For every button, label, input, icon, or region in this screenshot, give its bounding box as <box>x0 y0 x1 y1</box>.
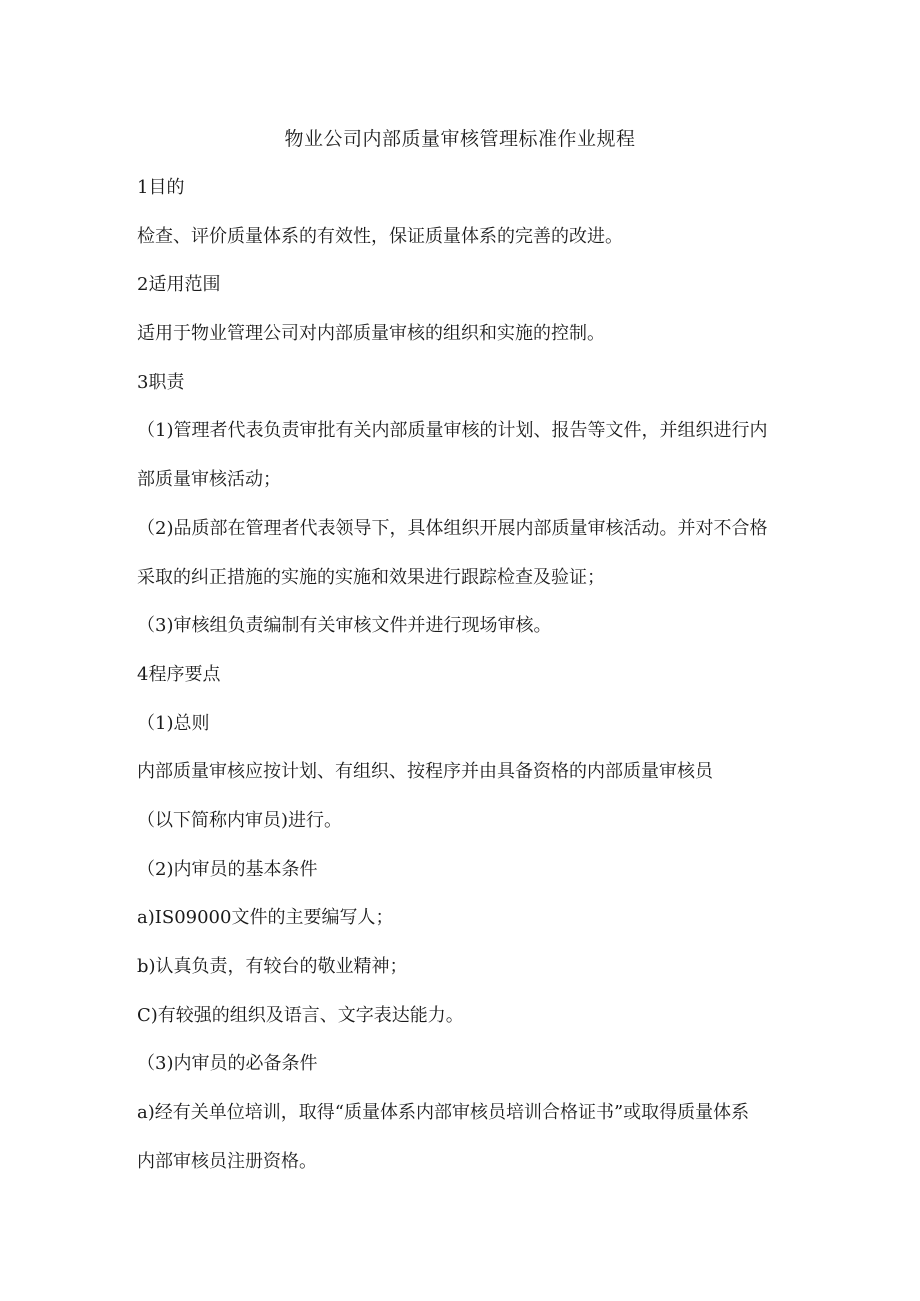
paragraph: 内部审核员注册资格。 <box>137 1150 317 1172</box>
section-heading-responsibilities: 3职责 <box>137 371 185 393</box>
document-title: 物业公司内部质量审核管理标准作业规程 <box>284 128 636 150</box>
paragraph: （3)审核组负责编制有关审核文件并进行现场审核。 <box>137 615 552 637</box>
section-heading-procedure: 4程序要点 <box>137 663 221 685</box>
subheading: （2)内审员的基本条件 <box>137 858 318 880</box>
paragraph: （2)品质部在管理者代表领导下，具体组织开展内部质量审核活动。并对不合格 <box>137 517 768 539</box>
list-item: a)IS09000文件的主要编写人； <box>137 907 394 929</box>
section-heading-scope: 2适用范围 <box>137 274 221 296</box>
document-body <box>137 176 797 1198</box>
list-item: a)经有关单位培训，取得“质量体系内部审核员培训合格证书”或取得质量体系 <box>137 1102 750 1124</box>
paragraph: 适用于物业管理公司对内部质量审核的组织和实施的控制。 <box>137 323 605 345</box>
paragraph: 检查、评价质量体系的有效性，保证质量体系的完善的改进。 <box>137 225 623 247</box>
list-item: C)有较强的组织及语言、文字表达能力。 <box>137 1004 464 1026</box>
paragraph: 采取的纠正措施的实施的实施和效果进行跟踪检查及验证； <box>137 566 605 588</box>
paragraph: （以下简称内审员)进行。 <box>137 809 343 831</box>
list-item: b)认真负责，有较台的敬业精神； <box>137 956 408 977</box>
paragraph: （1)管理者代表负责审批有关内部质量审核的计划、报告等文件，并组织进行内 <box>137 420 768 442</box>
subheading: （3)内审员的必备条件 <box>137 1053 318 1075</box>
paragraph: 部质量审核活动； <box>137 469 281 491</box>
section-heading-purpose: 1目的 <box>137 177 185 198</box>
paragraph: 内部质量审核应按计划、有组织、按程序并由具备资格的内部质量审核员 <box>137 761 713 783</box>
subheading: （1)总则 <box>137 712 210 734</box>
